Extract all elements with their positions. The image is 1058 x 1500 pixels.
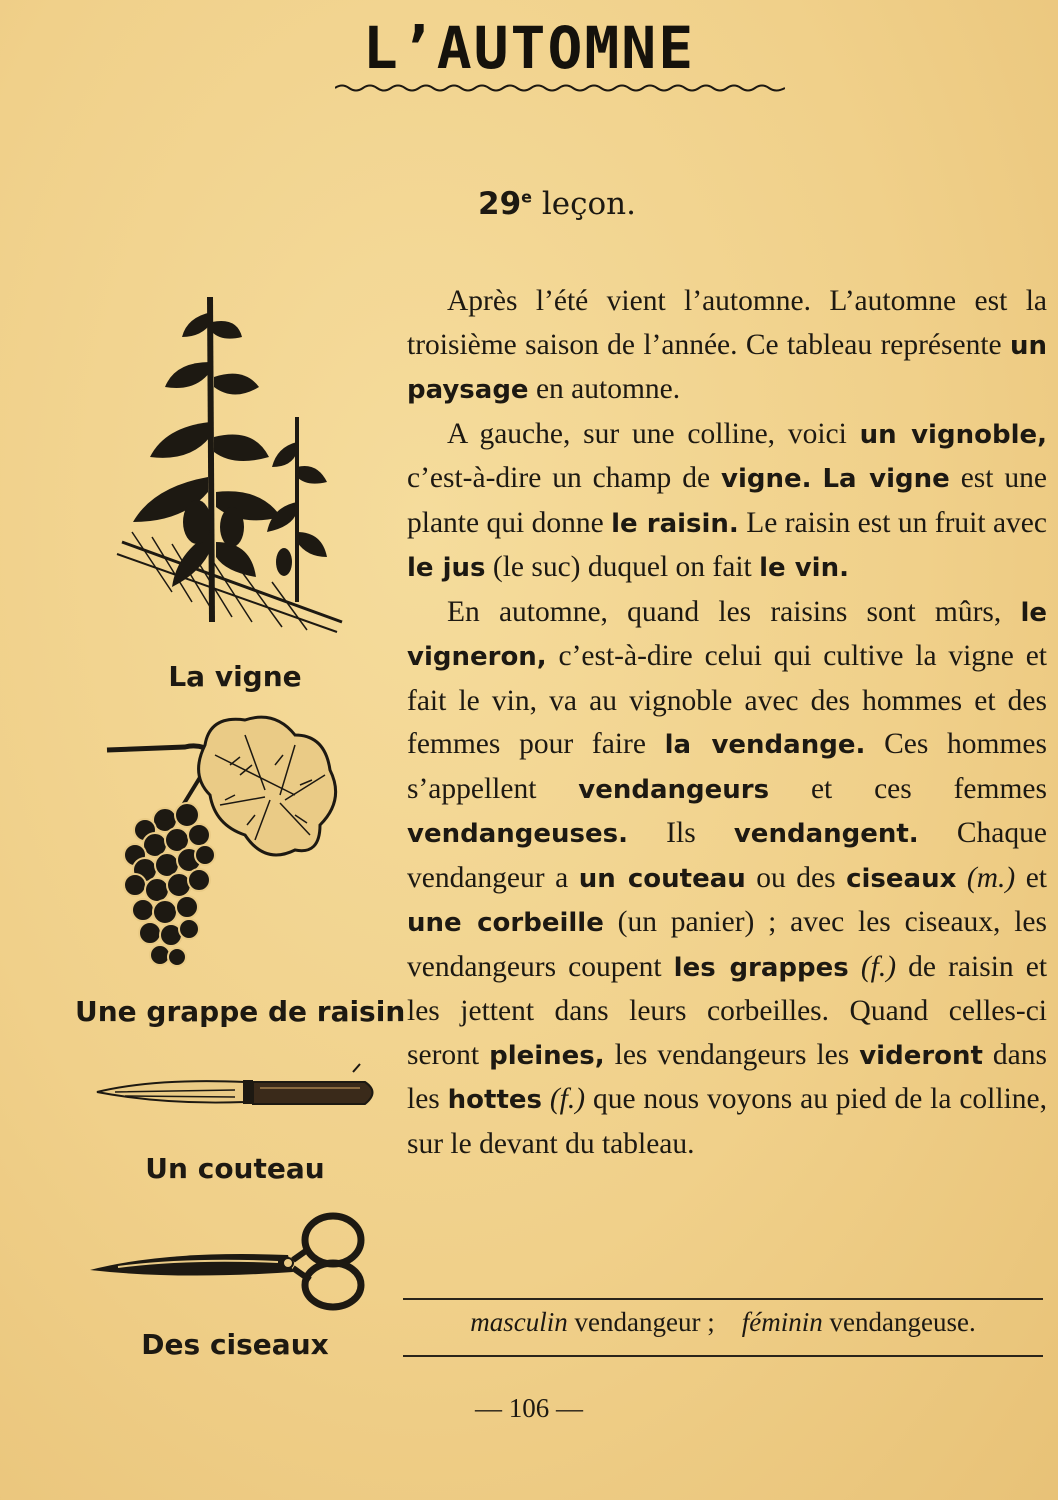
- gender-note: [403, 1307, 1043, 1338]
- key-term: vendangent.: [733, 819, 919, 849]
- key-term: vendangeurs: [578, 774, 770, 805]
- scissors-illustration: [88, 1210, 373, 1315]
- text-run: ou des: [745, 861, 847, 894]
- text-run: A gauche, sur une colline, voici: [447, 417, 860, 450]
- key-term: ciseaux: [846, 863, 957, 894]
- note-top-rule: [403, 1298, 1043, 1300]
- key-term: la vendange.: [664, 730, 866, 760]
- caption-grappe: Une grappe de raisin: [75, 995, 406, 1028]
- text-run: [812, 462, 823, 494]
- text-run: Chaque vendangeur a: [407, 817, 1047, 894]
- note-bottom-rule: [403, 1355, 1043, 1357]
- key-term: pleines,: [489, 1040, 605, 1071]
- knife-illustration: [95, 1060, 380, 1115]
- gender-abbrev: (f.): [549, 1083, 586, 1115]
- text-run: et ces femmes: [769, 772, 1047, 805]
- note-feminine-word: vendangeuse.: [829, 1307, 976, 1337]
- key-term: videront: [859, 1040, 983, 1071]
- grape-cluster-illustration: [105, 715, 345, 980]
- text-run: (un panier) ; avec les ciseaux, les vendangeurs coupent: [407, 906, 1047, 983]
- caption-vigne: La vigne: [168, 660, 302, 693]
- lesson-text: [407, 280, 1047, 1166]
- text-run: est une plante qui donne: [407, 462, 1048, 539]
- text-run: Le raisin est un fruit avec: [738, 506, 1047, 539]
- text-run: En automne, quand les raisins sont mûrs,: [447, 595, 1021, 628]
- key-term: un paysage: [407, 330, 1047, 405]
- note-feminine-label: féminin: [741, 1307, 823, 1337]
- key-term: les grappes: [673, 952, 849, 983]
- key-term: une corbeille: [407, 908, 604, 938]
- caption-ciseaux: Des ciseaux: [141, 1328, 329, 1361]
- text-run: c’est-à-dire un champ de: [407, 462, 721, 494]
- paragraph: [407, 413, 1047, 591]
- page-title: L’AUTOMNE: [362, 14, 696, 82]
- key-term: La vigne: [822, 464, 950, 494]
- vine-illustration: [112, 292, 352, 637]
- text-run: c’est-à-dire celui qui cultive la vigne et fait le vin, va au vignoble avec des hommes et des femmes pour faire: [407, 640, 1047, 760]
- lesson-number: 29: [478, 186, 522, 222]
- text-run: [542, 1083, 550, 1115]
- gender-abbrev: (m.): [966, 861, 1016, 894]
- caption-couteau: Un couteau: [145, 1152, 325, 1185]
- text-run: en automne.: [528, 373, 681, 405]
- key-term: le raisin.: [611, 508, 739, 539]
- key-term: hottes: [447, 1085, 542, 1115]
- text-run: Après l’été vient l’automne. L’automne est la troisième saison de l’année. Ce tableau représente: [407, 285, 1047, 361]
- text-run: Ils: [627, 817, 734, 849]
- gender-abbrev: (f.): [860, 950, 897, 983]
- key-term: le vigneron,: [407, 597, 1047, 672]
- lesson-suffix: e: [521, 187, 532, 207]
- key-term: un vignoble,: [859, 419, 1047, 450]
- text-run: et: [1015, 861, 1047, 894]
- text-run: de raisin et les jettent dans leurs corbeilles. Quand celles-ci seront: [407, 950, 1048, 1071]
- text-run: que nous voyons au pied de la colline, sur le devant du tableau.: [407, 1083, 1047, 1160]
- key-term: le vin.: [759, 553, 849, 583]
- text-run: Ces hommes s’appellent: [407, 728, 1047, 805]
- text-run: dans les: [407, 1038, 1048, 1115]
- paragraph: [407, 591, 1047, 1167]
- key-term: un couteau: [578, 863, 746, 894]
- note-masculine-word: vendangeur ;: [574, 1307, 715, 1337]
- key-term: vigne.: [721, 464, 812, 494]
- text-run: [956, 862, 967, 894]
- page-number: — 106 —: [475, 1393, 583, 1423]
- lesson-word: leçon.: [541, 186, 636, 222]
- key-term: vendangeuses.: [407, 819, 628, 849]
- text-run: [849, 951, 861, 983]
- title-wavy-rule: [335, 80, 785, 94]
- key-term: le jus: [407, 553, 486, 583]
- text-run: les vendangeurs les: [604, 1038, 860, 1071]
- lesson-heading: [478, 186, 636, 222]
- note-masculine-label: masculin: [470, 1307, 568, 1337]
- paragraph: [407, 280, 1047, 413]
- text-run: (le suc) duquel on fait: [485, 551, 760, 583]
